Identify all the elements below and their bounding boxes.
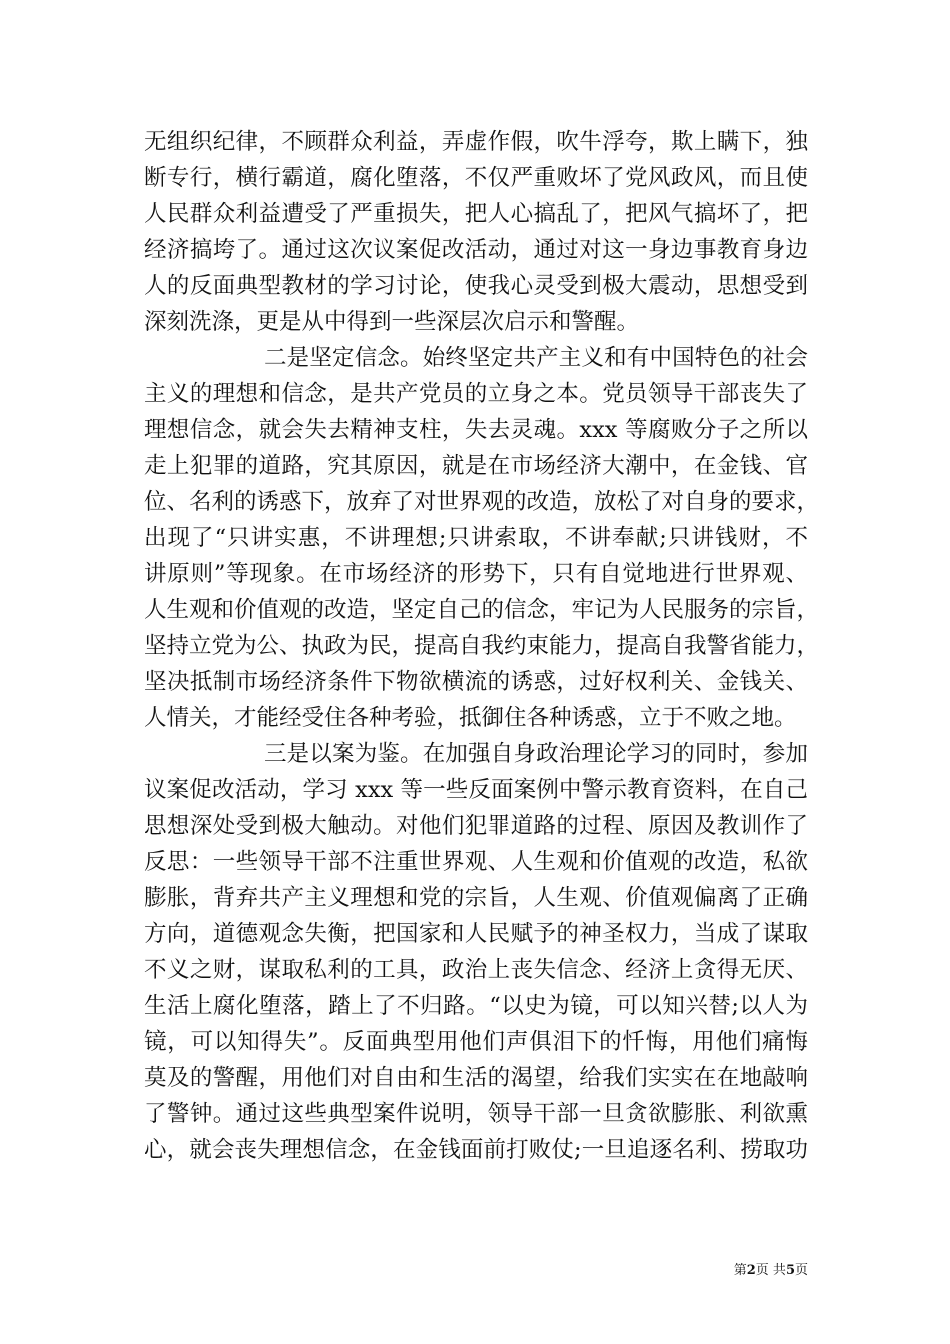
text-line: 生活上腐化堕落，踏上了不归路。“以史为镜，可以知兴替;以人为	[144, 993, 808, 1019]
text-line: 了警钟。通过这些典型案件说明，领导干部一旦贪欲膨胀、利欲熏	[144, 1101, 808, 1127]
text-line: 膨胀，背弃共产主义理想和党的宗旨，人生观、价值观偏离了正确	[144, 885, 808, 911]
footer-current-page: 2	[746, 1263, 756, 1278]
text-line: 镜，可以知得失”。反面典型用他们声俱泪下的忏悔，用他们痛悔	[144, 1029, 808, 1055]
text-line: 主义的理想和信念，是共产党员的立身之本。党员领导干部丧失了	[144, 381, 808, 407]
text-line: 深刻洗涤，更是从中得到一些深层次启示和警醒。	[144, 309, 640, 335]
text-line: 坚持立党为公、执政为民，提高自我约束能力，提高自我警省能力，	[144, 633, 820, 659]
footer-suffix: 页	[794, 1263, 808, 1278]
text-line: 断专行，横行霸道，腐化堕落，不仅严重败坏了党风政风，而且使	[144, 165, 808, 191]
footer-prefix: 第	[733, 1263, 747, 1278]
text-line: 经济搞垮了。通过这次议案促改活动，通过对这一身边事教育身边	[144, 237, 808, 263]
text-line: 讲原则”等现象。在市场经济的形势下，只有自觉地进行世界观、	[144, 561, 808, 587]
text-line: 位、名利的诱惑下，放弃了对世界观的改造，放松了对自身的要求，	[144, 489, 820, 515]
text-line: 二是坚定信念。始终坚定共产主义和有中国特色的社会	[264, 345, 808, 371]
footer-total-pages: 5	[785, 1263, 795, 1278]
footer-middle: 页 共	[755, 1263, 786, 1278]
text-line: 坚决抵制市场经济条件下物欲横流的诱惑，过好权利关、金钱关、	[144, 669, 808, 695]
text-line: 人生观和价值观的改造，坚定自己的信念，牢记为人民服务的宗旨，	[144, 597, 820, 623]
text-line: 无组织纪律，不顾群众利益，弄虚作假，吹牛浮夸，欺上瞒下，独	[144, 129, 808, 155]
text-line: 不义之财，谋取私利的工具，政治上丧失信念、经济上贪得无厌、	[144, 957, 808, 983]
page-footer	[0, 1262, 808, 1280]
text-line: 人的反面典型教材的学习讨论，使我心灵受到极大震动，思想受到	[144, 273, 808, 299]
text-line: 人情关，才能经受住各种考验，抵御住各种诱惑，立于不败之地。	[144, 705, 797, 731]
text-line: 三是以案为鉴。在加强自身政治理论学习的同时，参加	[264, 741, 808, 767]
text-line: 出现了“只讲实惠，不讲理想;只讲索取，不讲奉献;只讲钱财，不	[144, 525, 808, 551]
text-line: 议案促改活动，学习 xxx 等一些反面案例中警示教育资料，在自己	[144, 777, 808, 803]
text-line: 理想信念，就会失去精神支柱，失去灵魂。xxx 等腐败分子之所以	[144, 417, 808, 443]
text-line: 思想深处受到极大触动。对他们犯罪道路的过程、原因及教训作了	[144, 813, 808, 839]
text-line: 心，就会丧失理想信念，在金钱面前打败仗;一旦追逐名利、捞取功	[144, 1137, 808, 1163]
text-line: 人民群众利益遭受了严重损失，把人心搞乱了，把风气搞坏了，把	[144, 201, 808, 227]
text-line: 方向，道德观念失衡，把国家和人民赋予的神圣权力，当成了谋取	[144, 921, 808, 947]
text-line: 反思：一些领导干部不注重世界观、人生观和价值观的改造，私欲	[144, 849, 808, 875]
text-line: 走上犯罪的道路，究其原因，就是在市场经济大潮中，在金钱、官	[144, 453, 808, 479]
text-line: 莫及的警醒，用他们对自由和生活的渴望，给我们实实在在地敲响	[144, 1065, 808, 1091]
